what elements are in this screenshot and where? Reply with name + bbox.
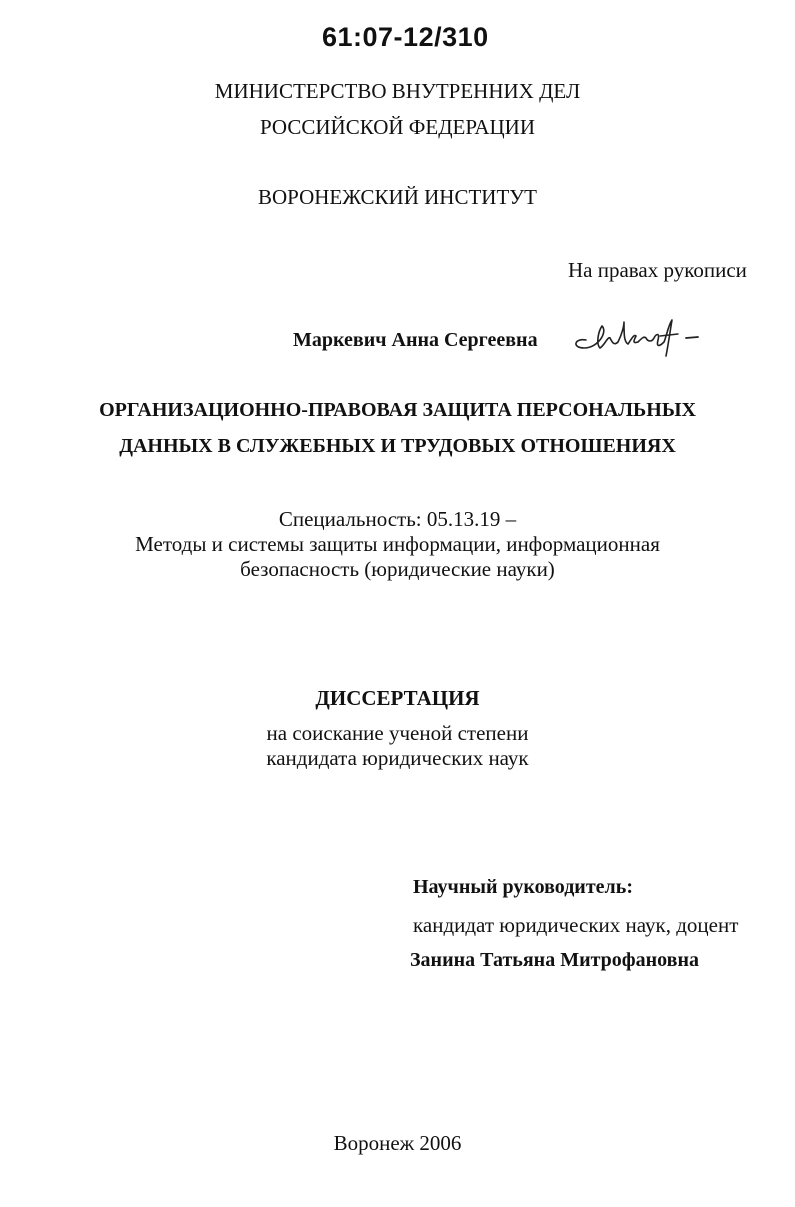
author-name: Маркевич Анна Сергеевна	[293, 329, 538, 351]
supervisor-label: Научный руководитель:	[413, 876, 633, 898]
title-line-1: ОРГАНИЗАЦИОННО-ПРАВОВАЯ ЗАЩИТА ПЕРСОНАЛЬНЫХ	[99, 399, 696, 421]
institute-name: ВОРОНЕЖСКИЙ ИНСТИТУТ	[257, 185, 537, 209]
supervisor-name: Занина Татьяна Митрофановна	[410, 949, 699, 971]
rights-note: На правах рукописи	[568, 258, 747, 282]
archive-code: 61:07-12/310	[322, 22, 489, 52]
city-year: Воронеж 2006	[333, 1131, 462, 1155]
specialty-line-3: безопасность (юридические науки)	[240, 557, 555, 581]
degree-line-1: на соискание ученой степени	[266, 721, 529, 745]
specialty-line-2: Методы и системы защиты информации, информационная	[135, 532, 660, 556]
specialty-code: Специальность: 05.13.19 –	[278, 507, 517, 531]
dissertation-heading: ДИССЕРТАЦИЯ	[315, 686, 480, 710]
ministry-line-2: РОССИЙСКОЙ ФЕДЕРАЦИИ	[260, 115, 535, 139]
signature-icon	[568, 312, 708, 362]
supervisor-degree: кандидат юридических наук, доцент	[413, 913, 739, 937]
title-line-2: ДАННЫХ В СЛУЖЕБНЫХ И ТРУДОВЫХ ОТНОШЕНИЯХ	[119, 435, 676, 457]
ministry-line-1: МИНИСТЕРСТВО ВНУТРЕННИХ ДЕЛ	[214, 79, 581, 103]
degree-line-2: кандидата юридических наук	[266, 746, 529, 770]
